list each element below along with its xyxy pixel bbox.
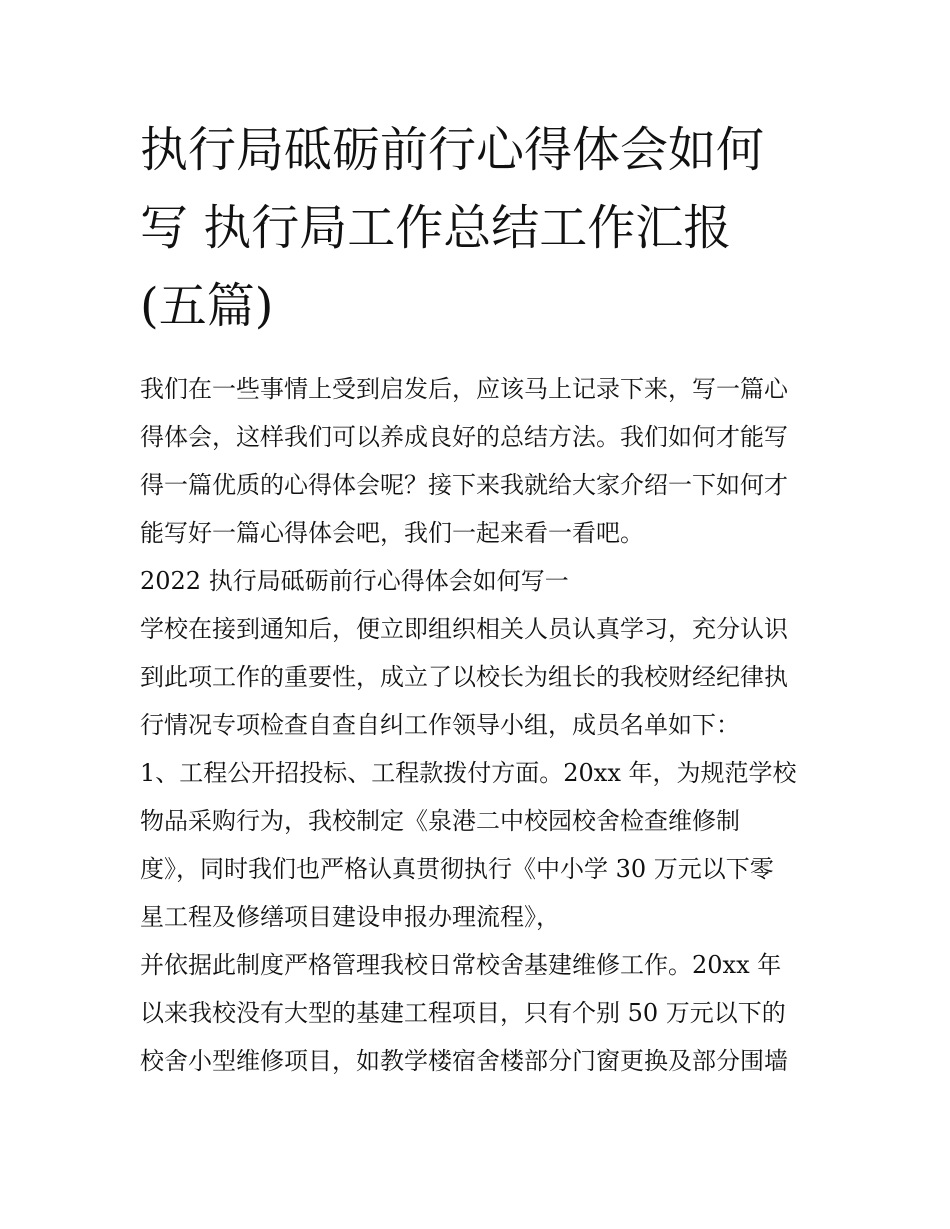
text-line: 我们在一些事情上受到启发后，应该马上记录下来，写一篇心 [140, 375, 788, 404]
intro-paragraph [140, 365, 815, 557]
text-line: 能写好一篇心得体会吧，我们一起来看一看吧。 [140, 519, 644, 548]
text-line: 物品采购行为，我校制定《泉港二中校园校舍检查维修制 [140, 807, 740, 836]
text-line: 行情况专项检查自查自纠工作领导小组，成员名单如下： [140, 711, 740, 740]
text-line: 校舍小型维修项目，如教学楼宿舍楼部分门窗更换及部分围墙 [140, 1047, 788, 1076]
text-line: 星工程及修缮项目建设申报办理流程》， [140, 903, 560, 932]
body-paragraph [140, 605, 815, 1085]
text-line: 到此项工作的重要性，成立了以校长为组长的我校财经纪律执 [140, 663, 788, 692]
text-line: 得一篇优质的心得体会呢？接下来我就给大家介绍一下如何才 [140, 471, 788, 500]
title-line: 写 执行局工作总结工作汇报 [140, 199, 732, 256]
text-line: 2022 执行局砥砺前行心得体会如何写一 [140, 567, 569, 596]
title-line: 执行局砥砺前行心得体会如何 [140, 122, 765, 178]
text-line: 度》，同时我们也严格认真贯彻执行《中小学 30 万元以下零 [140, 855, 774, 884]
text-line: 以来我校没有大型的基建工程项目，只有个别 50 万元以下的 [140, 999, 786, 1028]
text-line: 并依据此制度严格管理我校日常校舍基建维修工作。20xx 年 [140, 951, 782, 980]
text-line: 1、工程公开招投标、工程款拨付方面。20xx 年，为规范学校 [140, 759, 797, 788]
text-line: 学校在接到通知后，便立即组织相关人员认真学习，充分认识 [140, 615, 788, 644]
section-heading [140, 557, 815, 605]
text-line: 得体会，这样我们可以养成良好的总结方法。我们如何才能写 [140, 423, 788, 452]
document-body [140, 365, 815, 1085]
document-page [140, 112, 815, 1085]
title-line: (五篇) [140, 277, 274, 334]
document-title [140, 112, 815, 345]
